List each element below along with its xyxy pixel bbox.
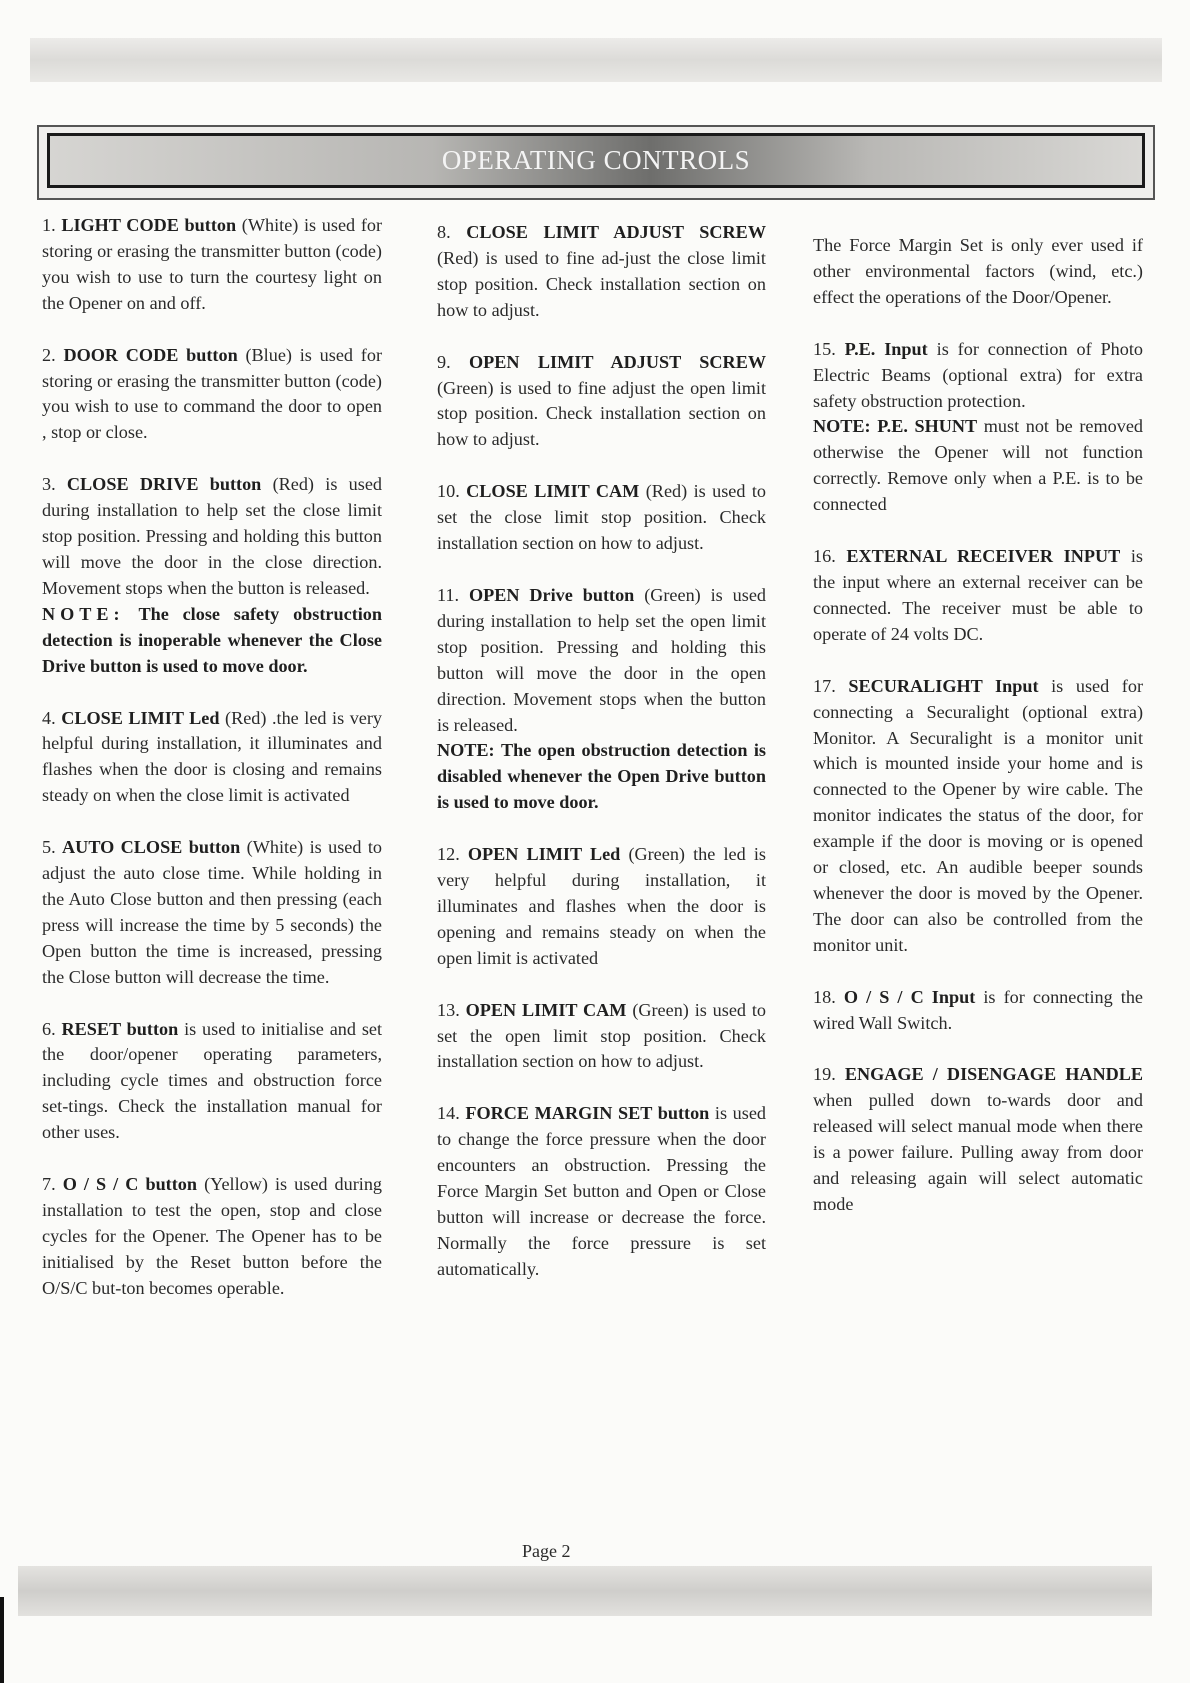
item-body: is for connection of Photo Electric Beams (optional extra) for extra safety obstruction protection. <box>813 338 1144 411</box>
page-number: Page 2 <box>522 1541 571 1561</box>
control-item-3: 3. CLOSE DRIVE button (Red) is used during installation to help set the close limit stop position. Pressing and holding this button will move the door in the close direction. Movement stops when the button is released. NOTE: The close safety obstruction detection is inoperable whenever the Close Drive button is used to move door. <box>42 474 383 676</box>
note-label: NOTE: <box>813 416 871 437</box>
item-body: when pulled down to-wards door and released will select manual mode when there is a power failure. Pulling away from door and releasing again will select automatic mode <box>813 1090 1143 1214</box>
item-body: (Green) the led is very helpful during installation, it illuminates and flashes when the door is opening and remains steady on when the open limit is activated <box>437 844 766 968</box>
item-title: OPEN LIMIT CAM <box>465 999 627 1020</box>
column-middle <box>437 220 766 1309</box>
item-body: (White) is used to adjust the auto close time. While holding in the Auto Close button and then pressing (each press will increase the time by 5 seconds) the Open button the time is increased, pressing the Close button will decrease the time. <box>42 837 383 987</box>
control-item-8: 8. CLOSE LIMIT ADJUST SCREW (Red) is used to fine ad-just the close limit stop position. Check installation section on how to adjust. <box>437 222 767 320</box>
control-item-10: 10. CLOSE LIMIT CAM (Red) is used to set the close limit stop position. Check installation section on how to adjust. <box>437 481 767 554</box>
column-right <box>813 233 1143 1244</box>
item-title: FORCE MARGIN SET button <box>465 1103 710 1124</box>
item-title: ENGAGE / DISENGAGE HANDLE <box>844 1064 1144 1085</box>
item-title: AUTO CLOSE button <box>62 837 241 858</box>
item-title: OPEN LIMIT Led <box>467 844 621 865</box>
control-item-5: 5. AUTO CLOSE button (White) is used to adjust the auto close time. While holding in the Auto Close button and then pressing (each press will increase the time by 5 seconds) the Open button the time is increased, pressing the Close button will decrease the time. <box>42 837 383 987</box>
item-body: The Force Margin Set is only ever used if other environmental factors (wind, etc.) effect the operations of the Door/Opener. <box>813 235 1143 307</box>
control-item-14-continued <box>813 233 1143 311</box>
item-title: O / S / C Input <box>843 986 976 1007</box>
control-item-15: 15. P.E. Input is for connection of Photo Electric Beams (optional extra) for extra safety obstruction protection. NOTE: P.E. SHUNT must not be removed otherwise the Opener will not function correctly. Remove only when a P.E. is to be connected <box>813 338 1144 515</box>
note-bold: P.E. SHUNT <box>877 416 978 437</box>
item-title: CLOSE LIMIT ADJUST SCREW <box>466 222 767 242</box>
control-item-7: 7. O / S / C button (Yellow) is used during installation to test the open, stop and close cycles for the Opener. The Opener has to be initialised by the Reset button before the O/S/C but-ton becomes operable. <box>42 1174 383 1298</box>
item-body: (Green) is used during installation to help set the open limit stop position. Pressing and holding this button will move the door in the open direction. Movement stops when the button is released. <box>437 584 767 735</box>
item-body: (Blue) is used for storing or erasing the transmitter button (code) you wish to use to command the door to open , stop or close. <box>42 344 383 443</box>
control-item-18: 18. O / S / C Input is for connecting the wired Wall Switch. <box>813 986 1144 1033</box>
control-item-14: 14. FORCE MARGIN SET button is used to change the force pressure when the door encounters an obstruction. Pressing the Force Margin Set button and Open or Close button will increase or decrease the force. Normally the force pressure is set automatically. <box>437 1103 766 1279</box>
item-title: LIGHT CODE button <box>61 215 237 235</box>
item-title: CLOSE LIMIT CAM <box>466 481 640 502</box>
item-body: (Red) .the led is very helpful during installation, it illuminates and flashes when the door is closing and remains steady on when the close limit is activated <box>42 707 383 806</box>
item-body: (Green) is used to set the open limit stop position. Check installation section on how to adjust. <box>437 999 766 1072</box>
item-title: DOOR CODE button <box>63 344 238 365</box>
control-item-2: 2. DOOR CODE button (Blue) is used for storing or erasing the transmitter button (code) you wish to use to command the door to open , stop or close. <box>42 344 383 443</box>
control-item-6: 6. RESET button is used to initialise and set the door/opener operating parameters, including cycle times and obstruction force set-tings. Check the installation manual for other uses. <box>42 1018 383 1143</box>
item-body: is used for connecting a Securalight (optional extra) Monitor. A Securalight is a monitor unit which is mounted inside your home and is connected to the Opener by wire cable. The monitor indicates the status of the door, for example if the door is moving or is opened or closed, etc. An audible beeper sounds whenever the door is moved by the Opener. The door can also be controlled from the monitor unit. <box>813 675 1144 955</box>
control-item-17: 17. SECURALIGHT Input is used for connecting a Securalight (optional extra) Monitor. A Securalight is a monitor unit which is mounted inside your home and is connected to the Opener by wire cable. The monitor indicates the status of the door, for example if the door is moving or is opened or closed, etc. An audible beeper sounds whenever the door is moved by the Opener. The door can also be controlled from the monitor unit. <box>813 675 1144 955</box>
item-body: (Green) is used to fine adjust the open limit stop position. Check installation section on how to adjust. <box>437 377 766 450</box>
note-label: NOTE: <box>437 740 495 761</box>
item-body: is for connecting the wired Wall Switch. <box>813 986 1144 1033</box>
section-header-bar <box>47 133 1145 188</box>
item-title: OPEN LIMIT ADJUST SCREW <box>469 351 767 372</box>
item-body: (Red) is used during installation to help set the close limit stop position. Pressing and holding this button will move the door in the close direction. Movement stops when the button is released. <box>42 474 383 598</box>
item-body: (White) is used for storing or erasing the transmitter button (code) you wish to use to turn the courtesy light on the Opener on and off. <box>42 215 383 313</box>
section-header <box>37 125 1155 200</box>
note-text: The open obstruction detection is disabled whenever the Open Drive button is used to move door. <box>437 740 766 813</box>
control-item-4: 4. CLOSE LIMIT Led (Red) .the led is very helpful during installation, it illuminates and flashes when the door is closing and remains steady on when the close limit is activated <box>42 707 383 806</box>
control-item-1: 1. LIGHT CODE button (White) is used for storing or erasing the transmitter button (code) you wish to use to turn the courtesy light on the Opener on and off. <box>42 215 383 313</box>
top-decorative-band <box>30 38 1162 82</box>
item-title: OPEN Drive button <box>468 584 635 605</box>
item-title: CLOSE LIMIT Led <box>61 707 220 728</box>
page-title: OPERATING CONTROLS <box>441 145 751 175</box>
note-text: must not be removed otherwise the Opener will not function correctly. Remove only when a P.E. is to be connected <box>813 416 1143 515</box>
item-body: (Red) is used to fine ad-just the close limit stop position. Check installation section on how to adjust. <box>437 247 766 320</box>
control-item-9: 9. OPEN LIMIT ADJUST SCREW (Green) is used to fine adjust the open limit stop position. Check installation section on how to adjust. <box>437 351 767 450</box>
bottom-decorative-band <box>18 1566 1152 1616</box>
item-title: EXTERNAL RECEIVER INPUT <box>846 546 1121 567</box>
scan-edge-mark <box>0 1597 4 1683</box>
item-body: (Red) is used to set the close limit stop position. Check installation section on how to adjust. <box>437 481 767 554</box>
item-title: SECURALIGHT Input <box>848 675 1039 696</box>
control-item-19: 19. ENGAGE / DISENGAGE HANDLE when pulled down to-wards door and released will select manual mode when there is a power failure. Pulling away from door and releasing again will select automatic mode <box>813 1064 1144 1214</box>
item-body: is used to initialise and set the door/opener operating parameters, including cycle times and obstruction force set-tings. Check the installation manual for other uses. <box>42 1018 383 1143</box>
control-item-16: 16. EXTERNAL RECEIVER INPUT is the input where an external receiver can be connected. The receiver must be able to operate of 24 volts DC. <box>813 546 1144 644</box>
item-title: CLOSE DRIVE button <box>66 474 262 495</box>
control-item-11: 11. OPEN Drive button (Green) is used during installation to help set the open limit stop position. Pressing and holding this button will move the door in the open direction. Movement stops when the button is released. NOTE: The open obstruction detection is disabled whenever the Open Drive button is used to move door. <box>437 584 767 813</box>
item-title: RESET button <box>61 1018 179 1039</box>
control-item-13: 13. OPEN LIMIT CAM (Green) is used to set the open limit stop position. Check installation section on how to adjust. <box>437 999 766 1072</box>
control-item-12: 12. OPEN LIMIT Led (Green) the led is very helpful during installation, it illuminates and flashes when the door is opening and remains steady on when the open limit is activated <box>437 844 766 968</box>
item-title: P.E. Input <box>844 338 928 359</box>
note-text: The close safety obstruction detection is inoperable whenever the Close Drive button is used to move door. <box>42 603 383 676</box>
item-body: is the input where an external receiver can be connected. The receiver must be able to operate of 24 volts DC. <box>813 546 1144 644</box>
item-body: is used to change the force pressure when the door encounters an obstruction. Pressing the Force Margin Set button and Open or Close button will increase or decrease the force. Normally the force pressure is set automatically. <box>437 1103 766 1279</box>
note-label: NOTE: <box>42 603 125 624</box>
item-title: O / S / C button <box>62 1174 198 1195</box>
item-body: (Yellow) is used during installation to test the open, stop and close cycles for the Opener. The Opener has to be initialised by the Reset button before the O/S/C but-ton becomes operable. <box>42 1174 383 1298</box>
column-left <box>42 213 382 1328</box>
